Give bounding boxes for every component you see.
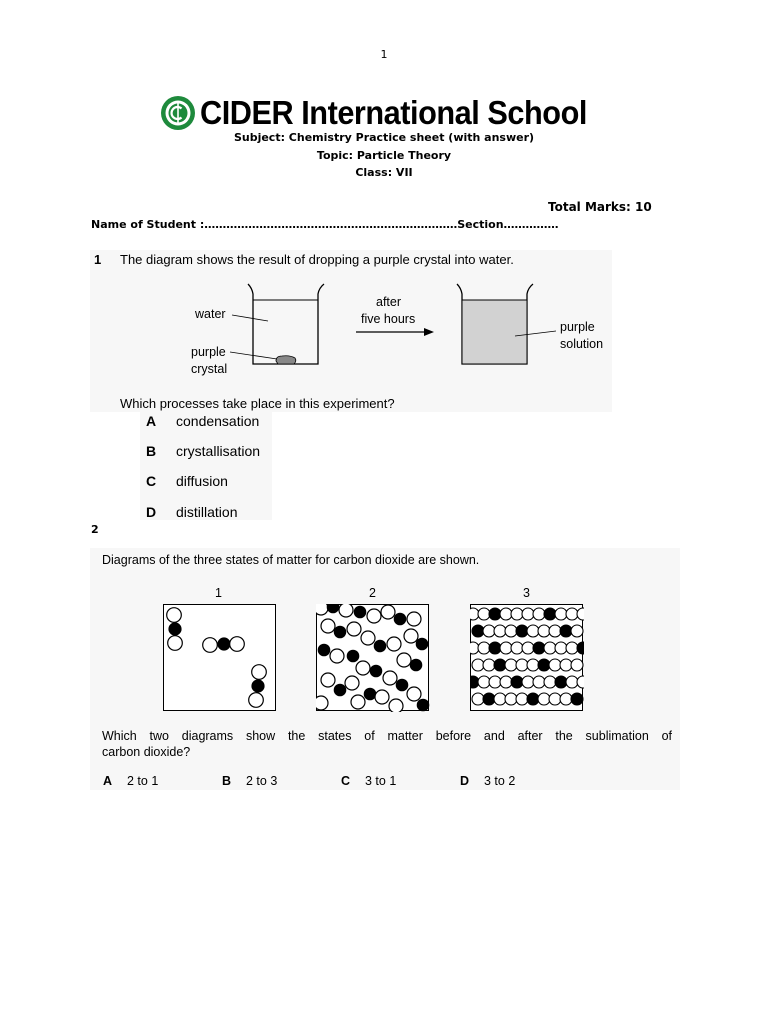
total-marks: Total Marks: 10: [548, 200, 652, 214]
label-five-hours: five hours: [361, 312, 416, 326]
q1-diagram: [90, 270, 612, 410]
q2-option-b-letter: B: [222, 774, 232, 788]
q2-option-a-text: 2 to 1: [127, 774, 159, 788]
q2-option-d-letter: D: [460, 774, 470, 788]
q2-option-a-letter: A: [103, 774, 113, 788]
diagram-label-1: 1: [215, 586, 222, 600]
q2-option-b-text: 2 to 3: [246, 774, 278, 788]
q2-question-line-2: carbon dioxide?: [102, 745, 191, 759]
state-diagram-1-gas: [163, 604, 277, 712]
arrow-head: [424, 328, 434, 336]
q2-option-c-text: 3 to 1: [365, 774, 397, 788]
subject-line: Subject: Chemistry Practice sheet (with answer): [233, 131, 535, 144]
label-purple-solution-1: purple: [560, 320, 595, 334]
q1-option-a-letter: A: [146, 413, 157, 429]
q2-number: 2: [91, 523, 99, 536]
topic-line: Topic: Particle Theory: [316, 149, 452, 162]
label-crystal: crystal: [191, 362, 228, 376]
q1-option-d-letter: D: [146, 504, 157, 520]
label-purple: purple: [191, 345, 226, 359]
q1-option-a-text: condensation: [176, 413, 260, 429]
q2-option-c-letter: C: [341, 774, 351, 788]
purple-solution-fill: [462, 300, 527, 364]
q1-option-b-text: crystallisation: [176, 443, 261, 459]
label-water: water: [195, 307, 226, 321]
purple-crystal: [276, 356, 296, 364]
label-after: after: [376, 295, 402, 309]
q1-option-b-letter: B: [146, 443, 157, 459]
q1-question: Which processes take place in this experiment?: [120, 396, 395, 411]
q1-option-c-text: diffusion: [176, 473, 228, 489]
class-line: Class: VII: [355, 166, 413, 179]
q2-question-line-1: Which two diagrams show the states of matter before and after the sublimation of: [102, 729, 672, 743]
school-logo-icon: [160, 95, 196, 131]
q1-number: 1: [94, 252, 102, 267]
q1-option-d-text: distillation: [176, 504, 238, 520]
state-diagram-2-liquid: [316, 604, 430, 712]
q2-option-d-text: 3 to 2: [484, 774, 516, 788]
state-diagram-3-solid: [470, 604, 584, 712]
q2-intro: Diagrams of the three states of matter for carbon dioxide are shown.: [102, 553, 480, 567]
diagram-label-2: 2: [369, 586, 376, 600]
q1-text: The diagram shows the result of dropping a purple crystal into water.: [120, 252, 514, 267]
school-name: CIDER International School: [200, 94, 587, 131]
beaker-left: [248, 284, 324, 364]
student-name-section-line: Name of Student :……………………………………………………………Section……………: [91, 218, 559, 231]
label-purple-solution-2: solution: [560, 337, 604, 351]
school-header: [160, 93, 616, 133]
q1-option-c-letter: C: [146, 473, 157, 489]
diagram-label-3: 3: [523, 586, 530, 600]
page-number: 1: [380, 48, 388, 61]
